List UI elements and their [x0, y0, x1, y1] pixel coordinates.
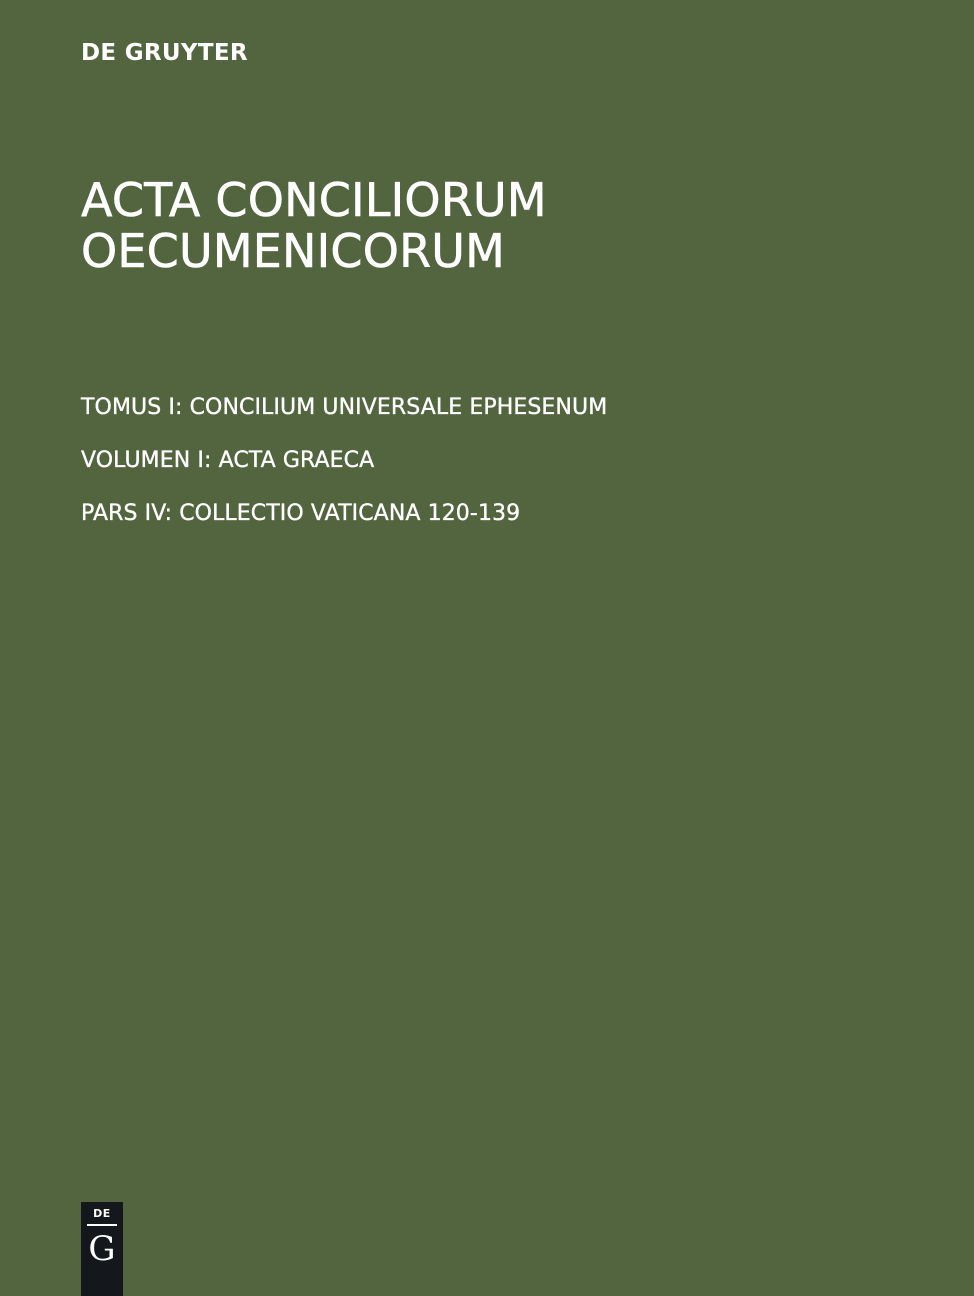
logo-divider — [87, 1224, 117, 1226]
volumen-line: VOLUMEN I: ACTA GRAECA — [81, 448, 375, 473]
de-gruyter-logo — [81, 1202, 123, 1296]
logo-de-text: DE — [93, 1207, 111, 1220]
book-title-line-2: OECUMENICORUM — [81, 224, 506, 278]
volume-details — [81, 392, 607, 551]
pars-line: PARS IV: COLLECTIO VATICANA 120-139 — [81, 501, 521, 526]
logo-g-letter: G — [88, 1229, 116, 1269]
book-title — [81, 175, 547, 277]
tomus-line: TOMUS I: CONCILIUM UNIVERSALE EPHESENUM — [81, 395, 608, 420]
publisher-name: DE GRUYTER — [81, 40, 248, 66]
book-title-line-1: ACTA CONCILIORUM — [81, 173, 547, 227]
